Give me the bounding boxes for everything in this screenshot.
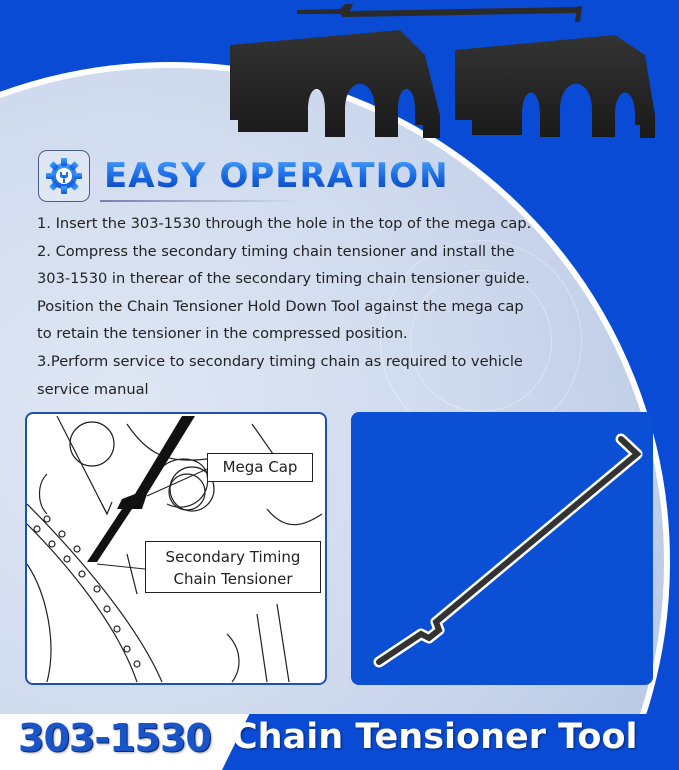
product-code: 303-1530 — [18, 716, 211, 760]
secondary-timing-chain-tensioner-label — [145, 541, 321, 593]
heading-title: EASY OPERATION — [104, 156, 449, 196]
product-title: Chain Tensioner Tool — [232, 717, 638, 757]
step-line: 2. Compress the secondary timing chain tensioner and install the — [37, 242, 515, 260]
product-image-panel — [351, 412, 653, 685]
step-line: service manual — [37, 380, 149, 398]
section-heading — [38, 150, 449, 202]
step-line: 1. Insert the 303-1530 through the hole in the top of the mega cap. — [37, 215, 532, 232]
hold-down-plates-image — [210, 20, 670, 150]
label-line: Chain Tensioner — [173, 570, 293, 588]
mega-cap-label: Mega Cap — [207, 453, 313, 482]
engine-diagram-panel — [25, 412, 327, 685]
step-line: to retain the tensioner in the compressed position. — [37, 325, 408, 343]
gear-wrench-icon — [38, 150, 90, 202]
step-line: 3.Perform service to secondary timing chain as required to vehicle — [37, 352, 523, 370]
heading-underline — [100, 200, 300, 202]
step-line: 303-1530 in therear of the secondary timing chain tensioner guide. — [37, 270, 530, 288]
instruction-steps — [37, 210, 597, 403]
label-line: Secondary Timing — [165, 548, 301, 566]
rod-tool-image — [351, 412, 653, 685]
step-line: Position the Chain Tensioner Hold Down Tool against the mega cap — [37, 297, 524, 315]
